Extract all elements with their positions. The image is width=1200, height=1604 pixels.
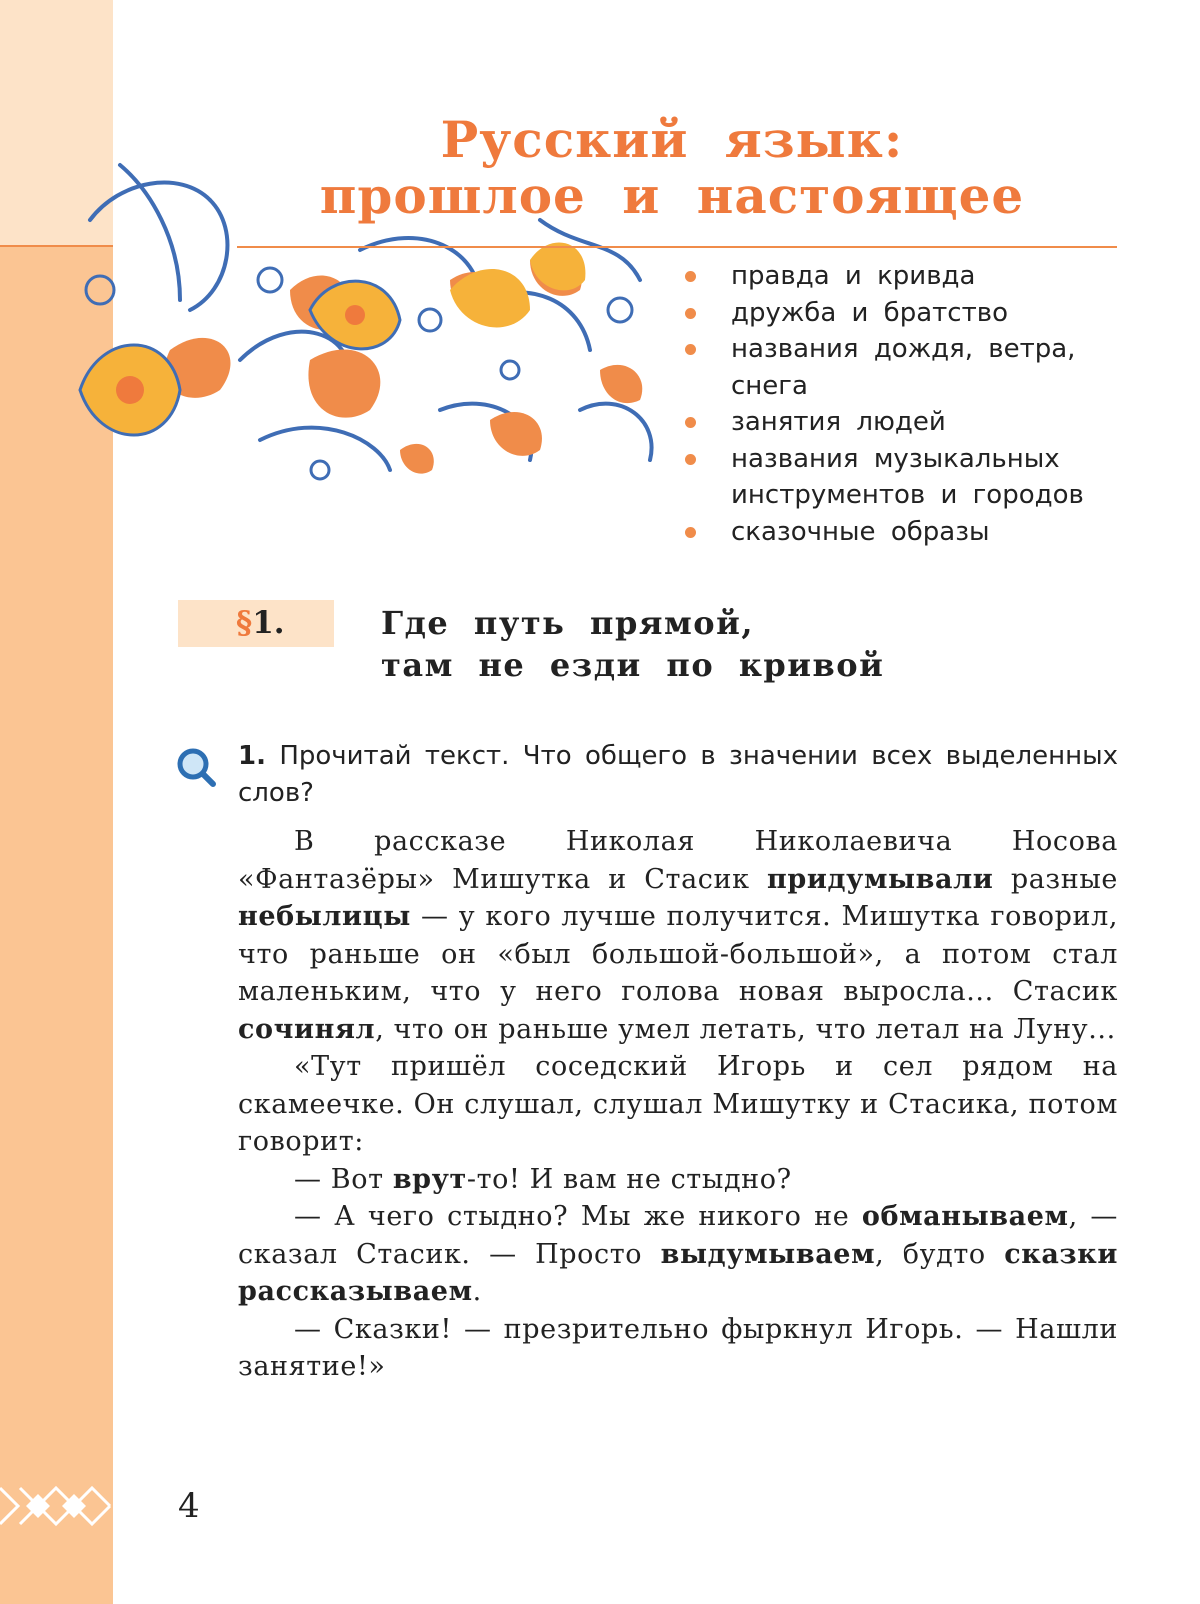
topic-item: правда и кривда: [683, 258, 1123, 295]
story-fragment: разные: [993, 863, 1118, 895]
story-fragment: — у кого лучше получится. Мишутка говорил, что раньше он «был большой-большой», а потом стал маленьким, что у него голова новая выросла... Стасик: [238, 901, 1118, 1007]
story-paragraph: — Сказки! — презрительно фыркнул Игорь. — Нашли занятие!»: [238, 1313, 1118, 1382]
story-paragraph: «Тут пришёл соседский Игорь и сел рядом на скамеечке. Он слушал, слушал Мишутку и Стасика, потом говорит:: [238, 1051, 1118, 1157]
story-fragment: В рассказе Николая Николаевича Носова «Фантазёры» Мишутка и Стасик: [238, 826, 1118, 895]
chapter-title-line2: прошлое и настоящее: [319, 166, 1025, 225]
story-fragment: -то! И вам не стыдно?: [466, 1163, 792, 1195]
topic-item: занятия людей: [683, 404, 1123, 441]
zigzag-ornament-icon: [0, 1484, 113, 1528]
section-number: 1.: [252, 605, 285, 641]
story-paragraph: [238, 823, 1118, 1048]
highlighted-word: придумывали: [767, 863, 994, 895]
section-title-line1: Где путь прямой,: [381, 604, 754, 642]
story-fragment: , — сказал Стасик. — Просто: [238, 1201, 1118, 1270]
story-fragment: , что он раньше умел летать, что летал на Луну...: [375, 1013, 1116, 1045]
highlighted-word: выдумываем: [660, 1238, 876, 1270]
highlighted-word: обманываем: [861, 1201, 1069, 1232]
story-fragment: — Вот: [294, 1163, 393, 1195]
highlighted-word: сочинял: [238, 1013, 376, 1045]
story-text: [238, 823, 1118, 1386]
chapter-title: [237, 112, 1107, 224]
story-paragraph: [238, 1198, 1118, 1311]
task-number: 1.: [238, 741, 266, 771]
highlighted-word: врут: [392, 1163, 467, 1195]
topic-item: названия дождя, ветра, снега: [683, 331, 1123, 404]
title-underline: [237, 246, 1117, 248]
story-paragraph: [238, 1161, 1118, 1199]
highlighted-word: сказки рассказываем: [238, 1238, 1118, 1307]
highlighted-word: небылицы: [238, 901, 411, 932]
story-fragment: .: [472, 1276, 482, 1307]
page-number: 4: [178, 1486, 200, 1526]
section-title-line2: там не езди по кривой: [381, 646, 885, 684]
story-fragment: — А чего стыдно? Мы же никого не: [294, 1201, 862, 1232]
topic-item: названия музыкальных инструментов и городов: [683, 441, 1123, 514]
section-title: [381, 602, 1101, 686]
chapter-title-line1: Русский язык:: [440, 110, 904, 169]
story-fragment: , будто: [875, 1238, 1005, 1270]
task-instruction: [238, 738, 1118, 812]
section-number-badge: [178, 600, 334, 647]
task-text: Прочитай текст. Что общего в значении всех выделенных слов?: [238, 741, 1118, 808]
chapter-topics-list: [683, 258, 1123, 550]
topic-item: сказочные образы: [683, 514, 1123, 551]
topic-item: дружба и братство: [683, 295, 1123, 332]
section-sign: §: [236, 605, 253, 641]
magnifier-icon: [176, 747, 216, 787]
